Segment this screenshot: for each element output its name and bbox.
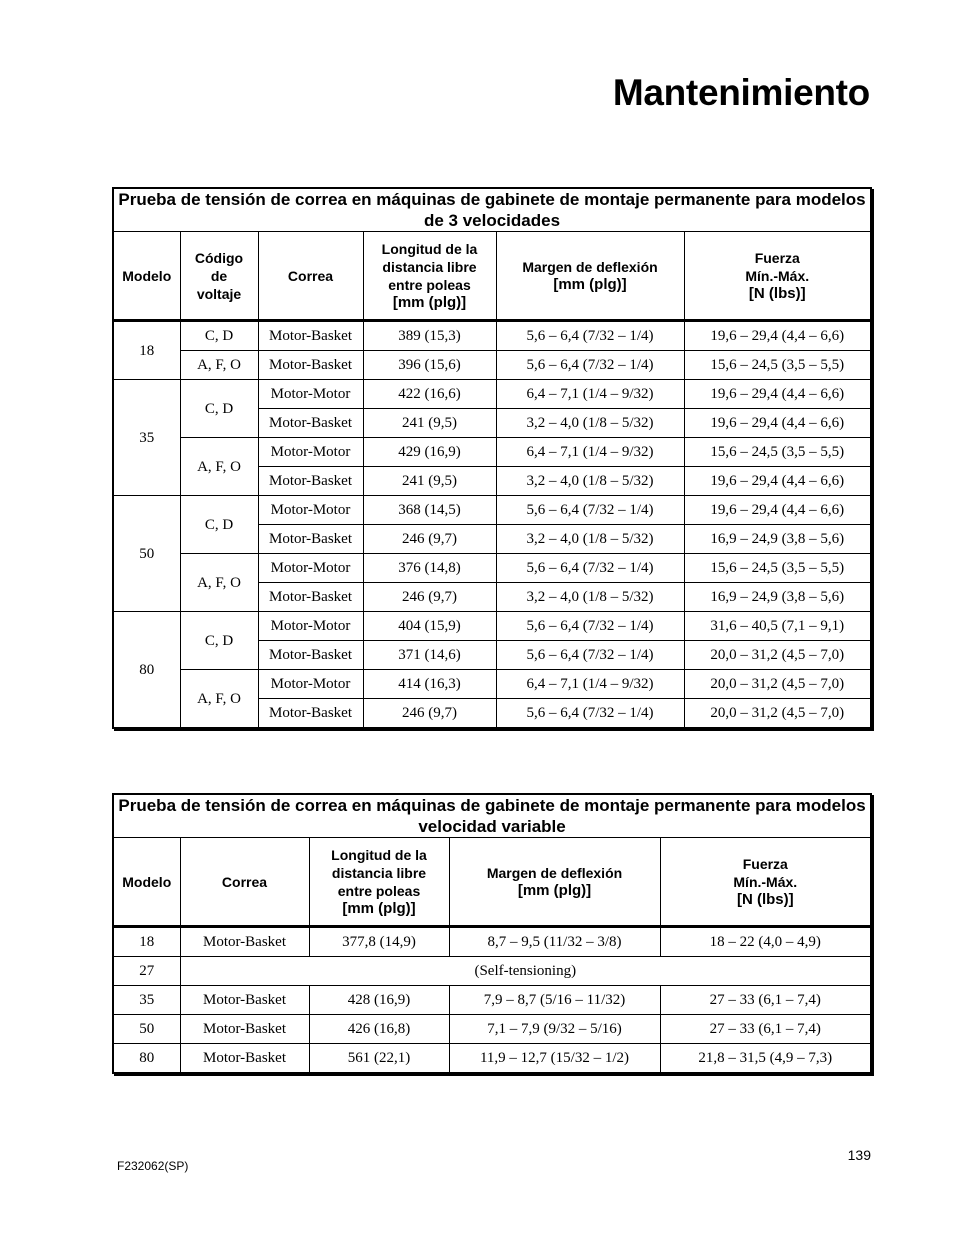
- table-row: [113, 380, 871, 409]
- cell-codigo: C, D: [180, 612, 258, 670]
- cell-codigo: A, F, O: [180, 670, 258, 729]
- table-row: [113, 321, 871, 351]
- column-header-modelo: Modelo: [113, 838, 180, 927]
- cell-margen: 7,1 – 7,9 (9/32 – 5/16): [449, 1015, 660, 1044]
- cell-correa: Motor-Motor: [258, 612, 363, 641]
- cell-margen: 5,6 – 6,4 (7/32 – 1/4): [496, 496, 684, 525]
- cell-codigo: C, D: [180, 321, 258, 351]
- page-title: Mantenimiento: [612, 72, 870, 113]
- cell-fuerza: 20,0 – 31,2 (4,5 – 7,0): [684, 641, 871, 670]
- cell-longitud: 246 (9,7): [363, 699, 496, 729]
- cell-fuerza: 16,9 – 24,9 (3,8 – 5,6): [684, 525, 871, 554]
- cell-correa: Motor-Basket: [258, 409, 363, 438]
- cell-margen: 3,2 – 4,0 (1/8 – 5/32): [496, 467, 684, 496]
- cell-longitud: 426 (16,8): [309, 1015, 449, 1044]
- cell-fuerza: 19,6 – 29,4 (4,4 – 6,6): [684, 380, 871, 409]
- table-row: [113, 438, 871, 467]
- cell-modelo: 50: [113, 1015, 180, 1044]
- cell-longitud: 396 (15,6): [363, 351, 496, 380]
- cell-longitud: 246 (9,7): [363, 525, 496, 554]
- cell-modelo: 35: [113, 380, 180, 496]
- cell-margen: 5,6 – 6,4 (7/32 – 1/4): [496, 554, 684, 583]
- cell-modelo: 18: [113, 321, 180, 380]
- cell-margen: 5,6 – 6,4 (7/32 – 1/4): [496, 351, 684, 380]
- cell-self-tensioning-note: (Self-tensioning): [180, 957, 871, 986]
- table-row: [113, 351, 871, 380]
- column-header-correa: Correa: [258, 232, 363, 321]
- table-caption: Prueba de tensión de correa en máquinas de gabinete de montaje permanente para modelos velocidad variable: [113, 794, 871, 838]
- cell-fuerza: 27 – 33 (6,1 – 7,4): [660, 1015, 871, 1044]
- cell-correa: Motor-Motor: [258, 496, 363, 525]
- cell-fuerza: 16,9 – 24,9 (3,8 – 5,6): [684, 583, 871, 612]
- cell-fuerza: 18 – 22 (4,0 – 4,9): [660, 927, 871, 957]
- cell-longitud: 376 (14,8): [363, 554, 496, 583]
- page-number: 139: [847, 1147, 871, 1163]
- cell-margen: 3,2 – 4,0 (1/8 – 5/32): [496, 583, 684, 612]
- table-row: [113, 986, 871, 1015]
- cell-fuerza: 20,0 – 31,2 (4,5 – 7,0): [684, 670, 871, 699]
- cell-modelo: 27: [113, 957, 180, 986]
- cell-margen: 5,6 – 6,4 (7/32 – 1/4): [496, 641, 684, 670]
- cell-correa: Motor-Motor: [258, 670, 363, 699]
- cell-modelo: 35: [113, 986, 180, 1015]
- cell-correa: Motor-Basket: [180, 1044, 309, 1074]
- table-row: [113, 1015, 871, 1044]
- table-row: [113, 957, 871, 986]
- cell-longitud: 368 (14,5): [363, 496, 496, 525]
- column-header-fuerza: Fuerza Mín.-Máx. [N (lbs)]: [660, 838, 871, 927]
- cell-margen: 8,7 – 9,5 (11/32 – 3/8): [449, 927, 660, 957]
- cell-correa: Motor-Basket: [180, 986, 309, 1015]
- belt-tension-table-variable-speed: [112, 793, 872, 1074]
- cell-modelo: 18: [113, 927, 180, 957]
- cell-longitud: 371 (14,6): [363, 641, 496, 670]
- table-row: [113, 612, 871, 641]
- cell-modelo: 50: [113, 496, 180, 612]
- cell-margen: 7,9 – 8,7 (5/16 – 11/32): [449, 986, 660, 1015]
- cell-correa: Motor-Basket: [258, 467, 363, 496]
- cell-longitud: 389 (15,3): [363, 321, 496, 351]
- cell-correa: Motor-Basket: [258, 641, 363, 670]
- cell-longitud: 561 (22,1): [309, 1044, 449, 1074]
- cell-margen: 5,6 – 6,4 (7/32 – 1/4): [496, 699, 684, 729]
- cell-margen: 6,4 – 7,1 (1/4 – 9/32): [496, 438, 684, 467]
- cell-correa: Motor-Basket: [180, 1015, 309, 1044]
- cell-codigo: C, D: [180, 380, 258, 438]
- table-row: [113, 670, 871, 699]
- column-header-longitud: Longitud de la distancia libre entre poleas [mm (plg)]: [309, 838, 449, 927]
- table-caption: Prueba de tensión de correa en máquinas de gabinete de montaje permanente para modelos de 3 velocidades: [113, 188, 871, 232]
- cell-margen: 3,2 – 4,0 (1/8 – 5/32): [496, 409, 684, 438]
- cell-fuerza: 19,6 – 29,4 (4,4 – 6,6): [684, 409, 871, 438]
- column-header-margen-deflexion: Margen de deflexión [mm (plg)]: [496, 232, 684, 321]
- cell-correa: Motor-Basket: [258, 321, 363, 351]
- cell-codigo: A, F, O: [180, 351, 258, 380]
- cell-longitud: 241 (9,5): [363, 409, 496, 438]
- cell-margen: 5,6 – 6,4 (7/32 – 1/4): [496, 321, 684, 351]
- cell-correa: Motor-Basket: [258, 699, 363, 729]
- cell-modelo: 80: [113, 612, 180, 729]
- cell-margen: 5,6 – 6,4 (7/32 – 1/4): [496, 612, 684, 641]
- column-header-margen-deflexion: Margen de deflexión [mm (plg)]: [449, 838, 660, 927]
- cell-correa: Motor-Basket: [180, 927, 309, 957]
- cell-fuerza: 15,6 – 24,5 (3,5 – 5,5): [684, 554, 871, 583]
- cell-margen: 6,4 – 7,1 (1/4 – 9/32): [496, 670, 684, 699]
- cell-fuerza: 31,6 – 40,5 (7,1 – 9,1): [684, 612, 871, 641]
- cell-longitud: 414 (16,3): [363, 670, 496, 699]
- column-header-longitud: Longitud de la distancia libre entre poleas [mm (plg)]: [363, 232, 496, 321]
- cell-fuerza: 27 – 33 (6,1 – 7,4): [660, 986, 871, 1015]
- cell-correa: Motor-Motor: [258, 554, 363, 583]
- cell-margen: 11,9 – 12,7 (15/32 – 1/2): [449, 1044, 660, 1074]
- cell-fuerza: 15,6 – 24,5 (3,5 – 5,5): [684, 438, 871, 467]
- cell-correa: Motor-Motor: [258, 438, 363, 467]
- cell-codigo: A, F, O: [180, 438, 258, 496]
- belt-tension-table-3-speed: [112, 187, 872, 729]
- cell-longitud: 377,8 (14,9): [309, 927, 449, 957]
- cell-codigo: A, F, O: [180, 554, 258, 612]
- table-row: [113, 496, 871, 525]
- cell-margen: 6,4 – 7,1 (1/4 – 9/32): [496, 380, 684, 409]
- column-header-codigo-voltaje: Código de voltaje: [180, 232, 258, 321]
- cell-fuerza: 15,6 – 24,5 (3,5 – 5,5): [684, 351, 871, 380]
- cell-fuerza: 20,0 – 31,2 (4,5 – 7,0): [684, 699, 871, 729]
- cell-modelo: 80: [113, 1044, 180, 1074]
- cell-fuerza: 19,6 – 29,4 (4,4 – 6,6): [684, 321, 871, 351]
- cell-longitud: 246 (9,7): [363, 583, 496, 612]
- cell-correa: Motor-Basket: [258, 525, 363, 554]
- cell-correa: Motor-Motor: [258, 380, 363, 409]
- document-code: F232062(SP): [117, 1159, 189, 1173]
- table-row: [113, 927, 871, 957]
- cell-correa: Motor-Basket: [258, 583, 363, 612]
- cell-codigo: C, D: [180, 496, 258, 554]
- cell-fuerza: 19,6 – 29,4 (4,4 – 6,6): [684, 496, 871, 525]
- cell-longitud: 404 (15,9): [363, 612, 496, 641]
- cell-fuerza: 19,6 – 29,4 (4,4 – 6,6): [684, 467, 871, 496]
- cell-fuerza: 21,8 – 31,5 (4,9 – 7,3): [660, 1044, 871, 1074]
- column-header-modelo: Modelo: [113, 232, 180, 321]
- column-header-fuerza: Fuerza Mín.-Máx. [N (lbs)]: [684, 232, 871, 321]
- cell-longitud: 428 (16,9): [309, 986, 449, 1015]
- cell-longitud: 429 (16,9): [363, 438, 496, 467]
- cell-longitud: 241 (9,5): [363, 467, 496, 496]
- column-header-correa: Correa: [180, 838, 309, 927]
- cell-longitud: 422 (16,6): [363, 380, 496, 409]
- cell-margen: 3,2 – 4,0 (1/8 – 5/32): [496, 525, 684, 554]
- table-row: [113, 1044, 871, 1074]
- table-row: [113, 554, 871, 583]
- cell-correa: Motor-Basket: [258, 351, 363, 380]
